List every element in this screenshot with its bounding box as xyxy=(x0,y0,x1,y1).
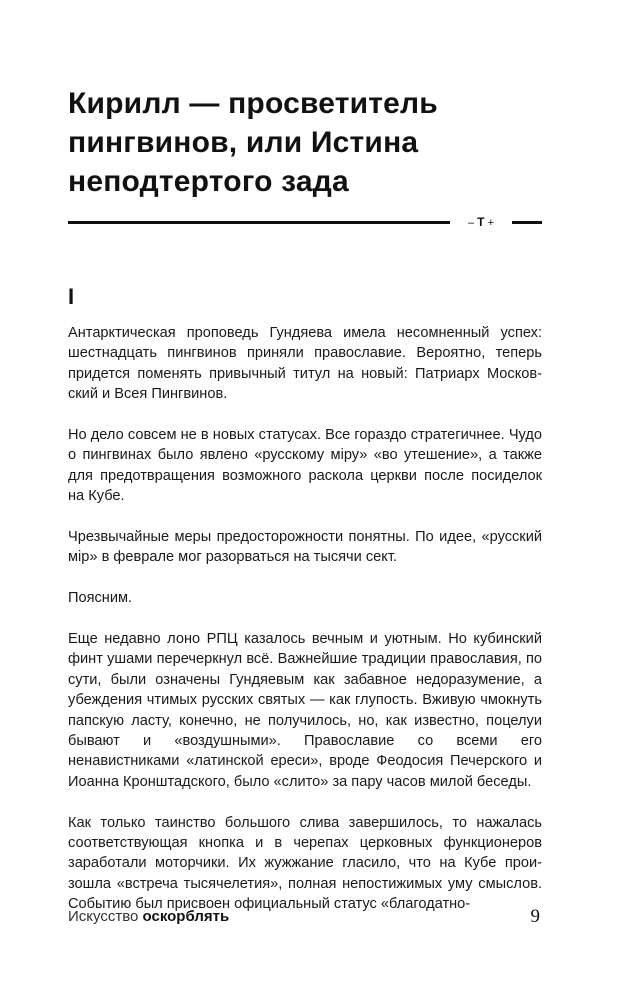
ornament-letter: Т xyxy=(477,215,485,229)
ornament-dash: – xyxy=(467,217,475,229)
paragraph-5: Еще недавно лоно РПЦ казалось вечным и уютным. Но кубинский финт ушами перечеркнул всё. Важнейшие традиции православия, по сути, были означены Гундяевым как забавное недоразумение, а убеждения чтимых русских святых — как глупость. Вживую чмокнуть папскую ласту, конечно, не получилось, но, как известно, поцелуи бывают и «воздушными». Православие со всеми его ненавистниками «латинской ереси», вроде Феодосия Печерского и Иоанна Кронштадского, было «слито» за пару часов милой беседы. xyxy=(68,631,542,790)
footer-title-regular: Искусство xyxy=(68,908,139,925)
title-divider xyxy=(68,215,542,229)
divider-line-end xyxy=(512,221,542,224)
paragraph-1: Антарктическая проповедь Гундяева имела несомненный успех: шестнадцать пингвинов приняли православие. Вероятно, теперь придется поменять привычный титул на новый: Патриарх Московский и Всея Пингвинов. xyxy=(68,325,542,403)
page-footer xyxy=(68,906,542,930)
divider-ornament xyxy=(454,215,508,229)
paragraph-4: Поясним. xyxy=(68,590,133,607)
divider-line-main xyxy=(68,221,450,224)
footer-title-bold: оскорблять xyxy=(142,908,230,925)
section-number: I xyxy=(68,284,75,309)
page-number: 9 xyxy=(530,906,540,927)
paragraph-3: Чрезвычайные меры предосторожности понятны. По идее, «русский мiр» в феврале мог разорваться на тысячи сект. xyxy=(68,529,542,566)
chapter-title: Кирилл — просветитель пингвинов, или Истина неподтертого зада xyxy=(68,87,438,198)
ornament-plus: + xyxy=(487,217,495,229)
body-text xyxy=(68,323,542,935)
paragraph-2: Но дело совсем не в новых статусах. Все гораздо стратегичнее. Чудо о пингвинах было явлено «русскому мiру» «во утешение», а также для предотвращения возможного раскола церкви после посиделок на Кубе. xyxy=(68,427,542,505)
running-footer-title xyxy=(68,906,229,928)
paragraph-6: Как только таинство большого слива завершилось, то нажалась соответствующая кнопка и в черепах церковных функционеров заработали моторчики. Их жужжание гласило, что на Кубе произошла «встреча тысячелетия», полная непостижимых уму смыслов. Событию был присвоен официальный статус «благодатно- xyxy=(68,814,542,913)
